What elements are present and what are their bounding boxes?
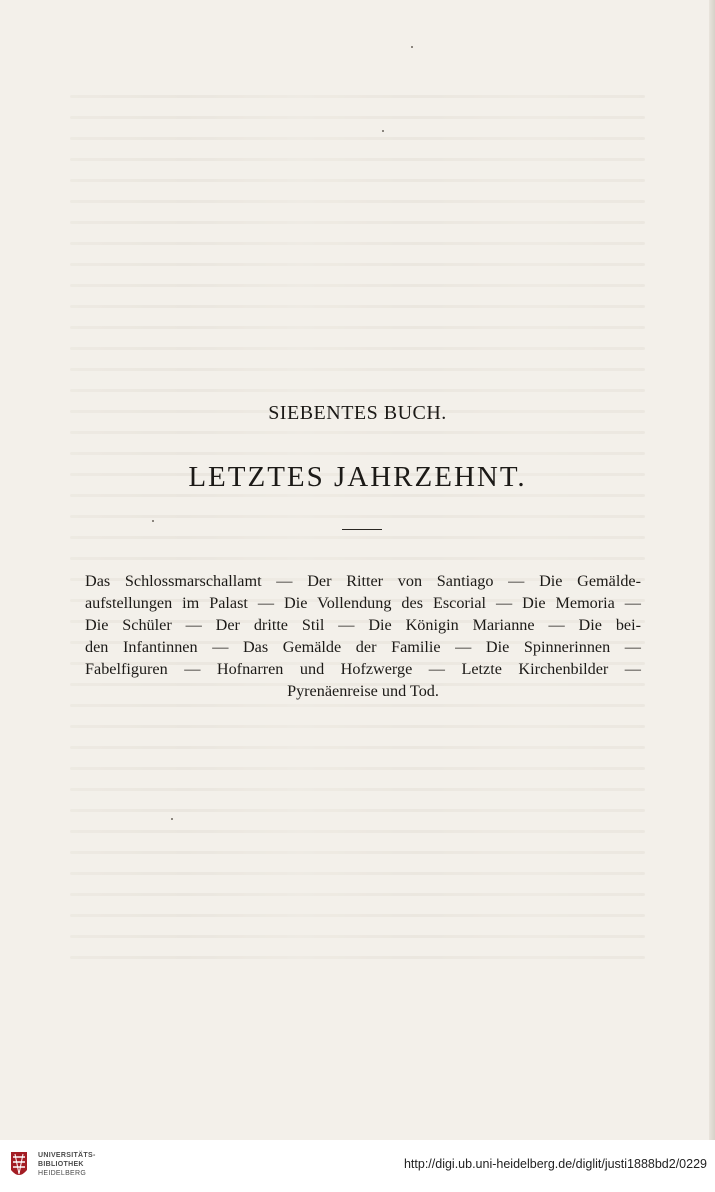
library-name	[38, 1151, 96, 1178]
dust-speck	[152, 520, 154, 522]
library-name-line: HEIDELBERG	[38, 1170, 87, 1177]
chapter-title: LETZTES JAHRZEHNT.	[188, 461, 527, 493]
contents-line: Pyrenäenreise und Tod.	[287, 682, 439, 700]
chapter-contents	[85, 570, 641, 702]
contents-line: Fabelfiguren — Hofnarren und Hofzwerge — Letzte Kirchenbilder —	[85, 660, 641, 678]
permalink-url[interactable]: http://digi.ub.uni-heidelberg.de/diglit/justi1888bd2/0229	[403, 1157, 707, 1171]
contents-line: den Infantinnen — Das Gemälde der Familie — Die Spinnerinnen —	[85, 638, 641, 656]
dust-speck	[382, 130, 384, 132]
dust-speck	[171, 818, 173, 820]
contents-line: Die Schüler — Der dritte Stil — Die Königin Marianne — Die bei-	[85, 616, 641, 634]
book-title: SIEBENTES BUCH.	[268, 402, 447, 424]
contents-line: aufstellungen im Palast — Die Vollendung des Escorial — Die Memoria —	[85, 594, 641, 612]
contents-line: Das Schlossmarschallamt — Der Ritter von Santiago — Die Gemälde-	[85, 572, 641, 590]
library-name-line: BIBLIOTHEK	[38, 1161, 84, 1168]
title-divider	[342, 529, 382, 530]
library-name-line: UNIVERSITÄTS-	[38, 1152, 96, 1159]
dust-speck	[411, 46, 413, 48]
university-library-logo-icon	[8, 1148, 30, 1182]
page-edge-shadow	[709, 0, 715, 1140]
viewer-footer	[0, 1140, 715, 1192]
